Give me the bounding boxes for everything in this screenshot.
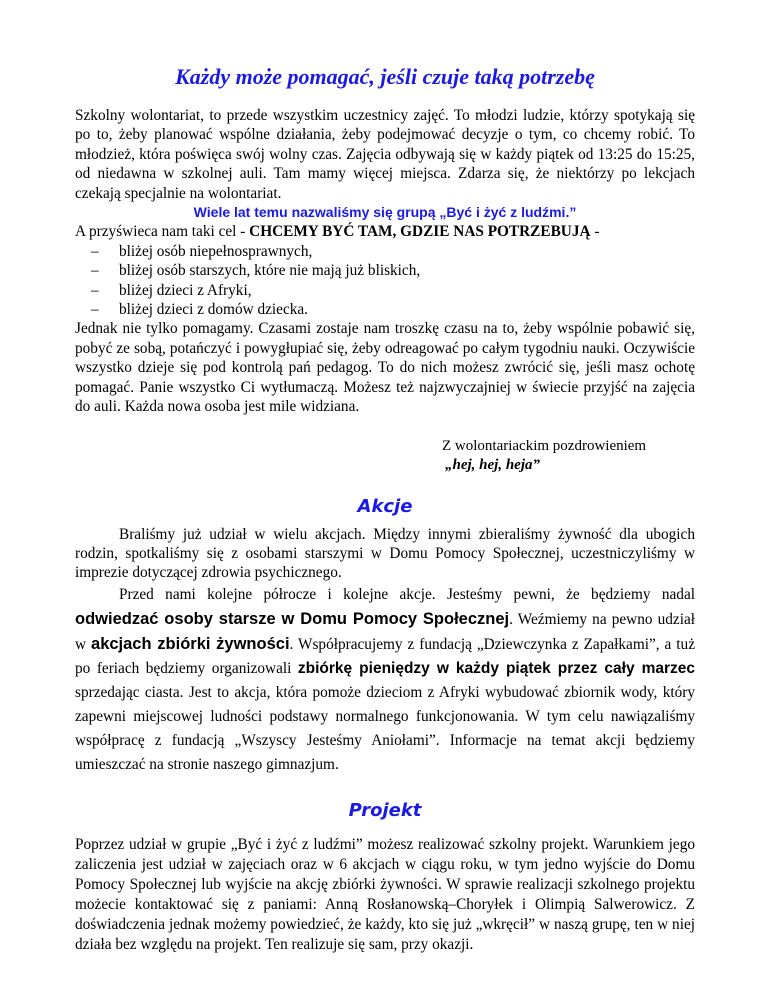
goal-suffix: - — [590, 223, 600, 241]
highlight-fundraising: zbiórkę pieniędzy w każdy piątek przez cały marzec — [297, 659, 696, 677]
closing-paragraph: Jednak nie tylko pomagamy. Czasami zostaje nam troszkę czasu na to, żeby wspólnie pobawić się, pobyć ze sobą, potańczyć i powygłupiać się, żeby odreagować po całym tygodniu nauki. Oczywiście wszystko dzieje się pod kontrolą pań pedagog. To do nich możesz zwrócić się, jeśli masz ochotę pomagać. Panie wszystko Ci wytłumaczą. Możesz też najzwyczajniej w świecie przyjść na zajęcia do auli. Każda nowa osoba jest mile widziana. — [75, 320, 695, 416]
dash-bullet: – — [91, 242, 99, 260]
section-heading-project: Projekt — [348, 799, 422, 821]
list-item: – bliżej osób starszych, które nie mają już bliskich, — [91, 262, 421, 280]
group-name-line: Wiele lat temu nazwaliśmy się grupą „Być i żyć z ludźmi.” — [193, 204, 577, 221]
goal-list — [75, 242, 695, 320]
section-heading-actions: Akcje — [357, 495, 413, 517]
dash-bullet: – — [91, 281, 99, 299]
signature — [442, 437, 695, 475]
actions-paragraph-2: Przed nami kolejne półrocze i kolejne akcje. Jesteśmy pewni, że będziemy nadal odwiedzać osoby starsze w Domu Pomocy Społecznej. Weźmiemy na pewno udział w akcjach zbiórki żywności. Współpracujemy z fundacją „Dziewczynka z Zapałkami”, a tuż po feriach będziemy organizowali zbiórkę pieniędzy w każdy piątek przez cały marzec sprzedając ciasta. Jest to akcja, która pomoże dzieciom z Afryki wybudować zbiornik wody, który zapewni miejscowej ludności podstawy normalnego funkcjonowania. W tym celu nawiązaliśmy współpracę z fundacją „Wszyscy Jesteśmy Aniołami”. Informacje na temat akcji będziemy umieszczać na stronie naszego gimnazjum. — [75, 585, 696, 773]
highlight-visit-elderly: odwiedzać osoby starsze w Domu Pomocy Społecznej — [75, 609, 510, 628]
highlight-food-collection: akcjach zbiórki żywności — [91, 634, 290, 653]
page-title: Każdy może pomagać, jeśli czuje taką potrzebę — [175, 64, 595, 89]
signature-greeting: Z wolontariackim pozdrowieniem — [442, 437, 647, 454]
document-page — [75, 62, 695, 955]
actions-paragraph-1: Braliśmy już udział w wielu akcjach. Między innymi zbieraliśmy żywność dla ubogich rodzin, spotkaliśmy się z osobami starszymi w Domu Pomocy Społecznej, uczestniczyliśmy w imprezie dotyczącej zdrowia psychicznego. — [75, 525, 695, 582]
signature-motto: „hej, hej, heja” — [445, 456, 541, 473]
goal-prefix: A przyświeca nam taki cel - — [75, 223, 250, 241]
list-item: – bliżej osób niepełnosprawnych, — [91, 242, 313, 260]
list-item: – bliżej dzieci z domów dziecka. — [91, 301, 309, 319]
intro-paragraph: Szkolny wolontariat, to przede wszystkim uczestnicy zajęć. To młodzi ludzie, którzy spotykają się po to, żeby planować wspólne działania, żeby podejmować decyzje o tym, co chcemy robić. To młodzież, która poświęca swój wolny czas. Zajęcia odbywają się w każdy piątek od 13:25 do 15:25, od niedawna w szkolnej auli. Tam mamy więcej miejsca. Zdarza się, że niektórzy po lekcjach czekają specjalnie na wolontariat. — [75, 107, 695, 202]
project-paragraph: Poprzez udział w grupie „Być i żyć z ludźmi” możesz realizować szkolny projekt. Warunkiem jego zaliczenia jest udział w zajęciach oraz w 6 akcjach w ciągu roku, w tym jedno wyjście do Domu Pomocy Społecznej lub wyjście na akcję zbiórki żywności. W sprawie realizacji szkolnego projektu możecie kontaktować się z paniami: Anną Rosłanowską–Choryłek i Olimpią Salwerowicz. Z doświadczenia jednak możemy powiedzieć, że każdy, kto się już „wkręcił” w naszą grupę, ten w niej działa bez względu na projekt. Ten realizuje się sam, przy okazji. — [75, 835, 695, 953]
list-item: – bliżej dzieci z Afryki, — [91, 281, 252, 299]
dash-bullet: – — [91, 262, 99, 280]
goal-text: CHCEMY BYĆ TAM, GDZIE NAS POTRZEBUJĄ — [249, 223, 591, 241]
goal-line — [75, 222, 695, 241]
dash-bullet: – — [91, 301, 99, 319]
